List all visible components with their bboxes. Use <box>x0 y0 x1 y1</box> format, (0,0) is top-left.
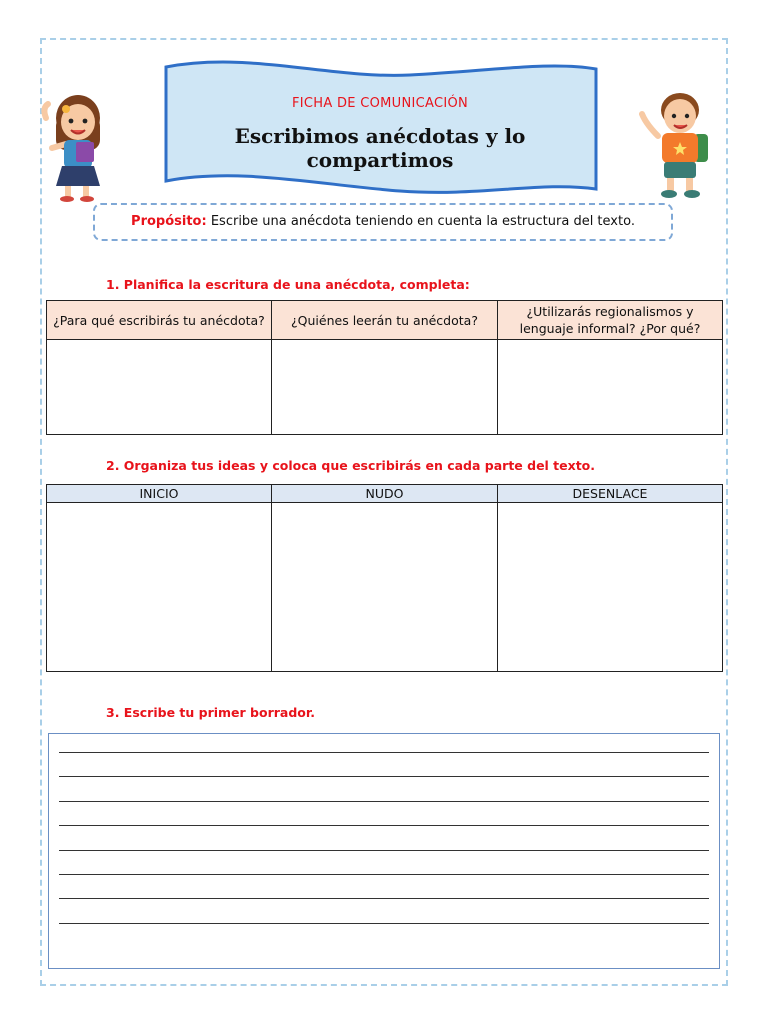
draft-line[interactable] <box>59 825 709 826</box>
boy-illustration <box>636 86 712 202</box>
structure-col-desenlace: DESENLACE <box>498 485 723 503</box>
structure-table <box>46 484 723 672</box>
purpose-label: Propósito: <box>131 214 207 229</box>
draft-line[interactable] <box>59 874 709 875</box>
girl-illustration <box>38 88 112 203</box>
draft-line[interactable] <box>59 776 709 777</box>
worksheet-title: Escribimos anécdotas y lo compartimos <box>234 124 526 172</box>
title-banner <box>160 57 600 197</box>
structure-answer-desenlace[interactable] <box>498 503 723 672</box>
structure-answer-nudo[interactable] <box>272 503 498 672</box>
structure-col-nudo: NUDO <box>272 485 498 503</box>
section-1-heading: 1. Planifica la escritura de una anécdota, completa: <box>106 277 470 292</box>
worksheet-kicker: FICHA DE COMUNICACIÓN <box>291 96 469 111</box>
planning-answer-purpose[interactable] <box>47 340 272 435</box>
planning-col-regionalisms: ¿Utilizarás regionalismos y lenguaje informal? ¿Por qué? <box>498 301 723 340</box>
purpose-text: Escribe una anécdota teniendo en cuenta la estructura del texto. <box>206 214 635 229</box>
draft-line[interactable] <box>59 801 709 802</box>
section-3-heading: 3. Escribe tu primer borrador. <box>106 705 316 720</box>
purpose-box <box>93 203 673 241</box>
draft-line[interactable] <box>59 923 709 924</box>
draft-line[interactable] <box>59 898 709 899</box>
planning-answer-readers[interactable] <box>272 340 498 435</box>
draft-line[interactable] <box>59 850 709 851</box>
planning-col-purpose: ¿Para qué escribirás tu anécdota? <box>47 301 272 340</box>
draft-line[interactable] <box>59 752 709 753</box>
planning-col-readers: ¿Quiénes leerán tu anécdota? <box>272 301 498 340</box>
planning-table <box>46 300 723 435</box>
structure-answer-inicio[interactable] <box>47 503 272 672</box>
structure-col-inicio: INICIO <box>47 485 272 503</box>
planning-answer-regionalisms[interactable] <box>498 340 723 435</box>
draft-writing-area[interactable] <box>48 733 720 969</box>
section-2-heading: 2. Organiza tus ideas y coloca que escribirás en cada parte del texto. <box>106 458 596 473</box>
